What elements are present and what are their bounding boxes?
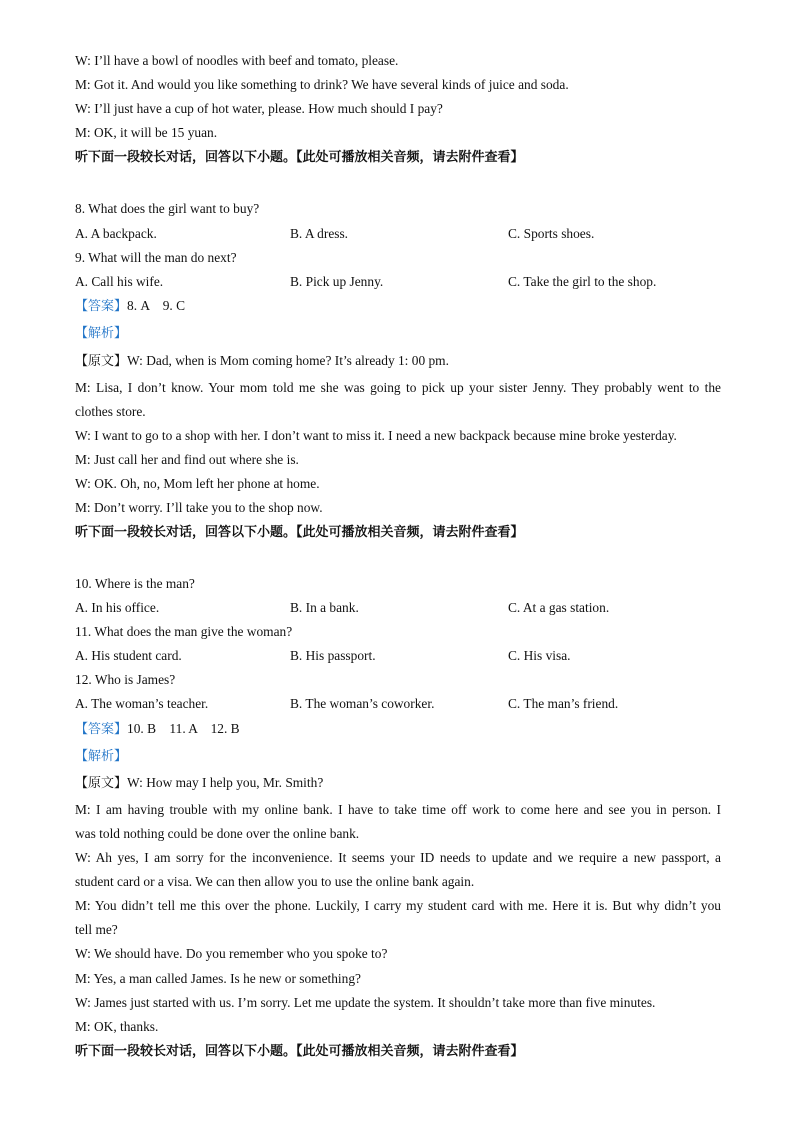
question-8: 8. What does the girl want to buy? xyxy=(75,201,260,216)
transcript-line: M: Just call her and find out where she is. xyxy=(75,452,299,467)
option-a: A. The woman’s teacher. xyxy=(75,696,209,711)
answer-tag: 【答案】 xyxy=(75,299,128,314)
transcript-line: was told nothing could be done over the online bank. xyxy=(75,826,360,841)
analysis-line xyxy=(75,324,721,343)
option-a: A. In his office. xyxy=(75,600,160,615)
transcript-text: W: Dad, when is Mom coming home? It’s already 1: 00 pm. xyxy=(127,353,449,368)
transcript-line: clothes store. xyxy=(75,404,146,419)
option-c: C. At a gas station. xyxy=(508,600,610,615)
transcript-first-line xyxy=(75,774,721,793)
listening-instruction: 听下面一段较长对话，回答以下小题。【此处可播放相关音频，请去附件查看】 xyxy=(75,1044,524,1059)
answer-line xyxy=(75,297,721,316)
option-b: B. In a bank. xyxy=(290,600,359,615)
transcript-line: W: I want to go to a shop with her. I don’t want to miss it. I need a new backpack because mine broke yesterday. xyxy=(75,428,677,443)
original-tag: 【原文】 xyxy=(75,354,128,369)
option-b: B. A dress. xyxy=(290,226,349,241)
option-c: C. The man’s friend. xyxy=(508,696,619,711)
answer-tag: 【答案】 xyxy=(75,722,128,737)
option-a: A. A backpack. xyxy=(75,226,157,241)
question-12: 12. Who is James? xyxy=(75,672,176,687)
transcript-line: M: Got it. And would you like something to drink? We have several kinds of juice and soda. xyxy=(75,77,569,92)
option-c: C. Sports shoes. xyxy=(508,226,595,241)
transcript-line: M: Lisa, I don’t know. Your mom told me she was going to pick up your sister Jenny. They probably went to the xyxy=(75,380,721,395)
transcript-line: M: You didn’t tell me this over the phone. Luckily, I carry my student card with me. Here it is. But why didn’t you xyxy=(75,898,721,913)
question-9: 9. What will the man do next? xyxy=(75,250,237,265)
option-a: A. His student card. xyxy=(75,648,182,663)
analysis-tag: 【解析】 xyxy=(75,749,128,764)
transcript-line: W: Ah yes, I am sorry for the inconvenience. It seems your ID needs to update and we require a new passport, a xyxy=(75,850,721,865)
option-c: C. His visa. xyxy=(508,648,571,663)
original-tag: 【原文】 xyxy=(75,776,128,791)
answer-text: 8. A 9. C xyxy=(127,298,186,313)
transcript-line: W: I’ll have a bowl of noodles with beef and tomato, please. xyxy=(75,53,399,68)
transcript-line: tell me? xyxy=(75,922,118,937)
option-b: B. Pick up Jenny. xyxy=(290,274,384,289)
question-10: 10. Where is the man? xyxy=(75,576,195,591)
transcript-line: M: Don’t worry. I’ll take you to the shop now. xyxy=(75,500,323,515)
question-11: 11. What does the man give the woman? xyxy=(75,624,293,639)
transcript-line: W: James just started with us. I’m sorry. Let me update the system. It shouldn’t take more than five minutes. xyxy=(75,995,656,1010)
transcript-text: W: How may I help you, Mr. Smith? xyxy=(127,775,324,790)
answer-line xyxy=(75,720,721,739)
transcript-line: W: We should have. Do you remember who you spoke to? xyxy=(75,946,388,961)
transcript-line: W: OK. Oh, no, Mom left her phone at home. xyxy=(75,476,320,491)
option-a: A. Call his wife. xyxy=(75,274,164,289)
answer-text: 10. B 11. A 12. B xyxy=(127,721,240,736)
analysis-tag: 【解析】 xyxy=(75,326,128,341)
option-b: B. The woman’s coworker. xyxy=(290,696,435,711)
transcript-line: M: Yes, a man called James. Is he new or something? xyxy=(75,971,361,986)
option-c: C. Take the girl to the shop. xyxy=(508,274,657,289)
transcript-line: W: I’ll just have a cup of hot water, please. How much should I pay? xyxy=(75,101,443,116)
transcript-line: M: OK, thanks. xyxy=(75,1019,159,1034)
transcript-line: student card or a visa. We can then allow you to use the online bank again. xyxy=(75,874,475,889)
option-b: B. His passport. xyxy=(290,648,376,663)
listening-instruction: 听下面一段较长对话，回答以下小题。【此处可播放相关音频，请去附件查看】 xyxy=(75,525,524,540)
listening-instruction: 听下面一段较长对话，回答以下小题。【此处可播放相关音频，请去附件查看】 xyxy=(75,150,524,165)
transcript-line: M: OK, it will be 15 yuan. xyxy=(75,125,218,140)
transcript-first-line xyxy=(75,352,721,371)
transcript-line: M: I am having trouble with my online bank. I have to take time off work to come here and see you in person. I xyxy=(75,802,721,817)
analysis-line xyxy=(75,747,721,766)
